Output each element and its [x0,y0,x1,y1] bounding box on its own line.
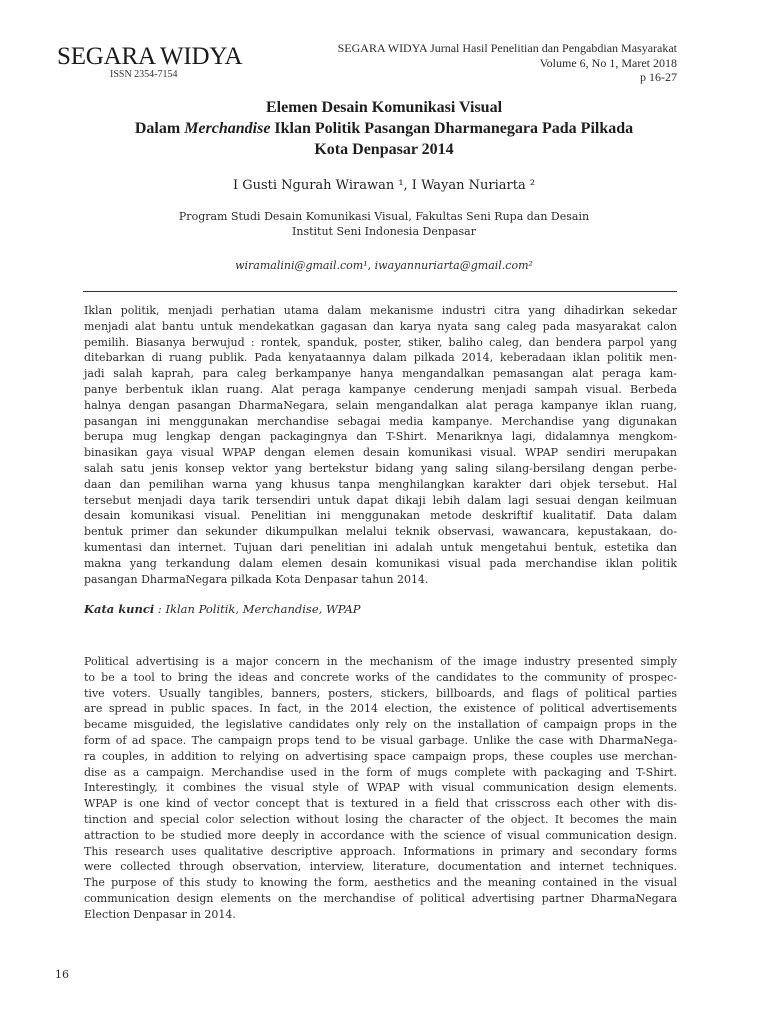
text-line: WPAP is one kind of vector concept that is textured in a field that crisscross each other with dis- [84,797,677,811]
text-line: became misguided, the legislative candidates only rely on the installation of campaign props in the [84,718,677,732]
page-number: 16 [55,968,69,981]
text-line: were collected through observation, interview, literature, documentation and internet techniques. [84,860,677,874]
article-title [60,97,708,160]
journal-pages: p 16-27 [640,70,677,84]
text-line: dise as a campaign. Merchandise used in the form of mugs complete with packaging and T-Shirt. [84,765,677,779]
journal-logo [57,43,242,71]
text-line: ditebarkan di ruang publik. Pada kenyataannya dalam pilkada 2014, keberadaan iklan politik men- [84,351,677,365]
journal-volume: Volume 6, No 1, Maret 2018 [539,55,677,70]
text-line: are spread in public spaces. In fact, in the 2014 election, the existence of political advertisements [84,702,677,716]
text-line: pasangan ini menggunakan merchandise sebagai media kampanye. Merchandise yang digunakan [84,414,677,428]
text-line: jadi salah kaprah, para caleg berkampanye hanya mengandalkan pemasangan alat peraga kam- [84,367,677,381]
text-line: salah satu jenis konsep vektor yang bertekstur bidang yang saling silang-bersilang dengan perbe- [84,461,677,475]
text-line: communication design elements on the merchandise of political advertising partner DharmaNegara [84,891,677,905]
keywords-value: Iklan Politik, Merchandise, WPAP [165,602,361,616]
keywords-separator: : [154,602,166,616]
text-line: form of ad space. The campaign props tend to be visual garbage. Unlike the case with DharmaNega- [84,733,677,747]
text-line: tersebut menjadi daya tarik tersendiri untuk dapat dikaji lebih dalam lagi sesuai dengan keilmuan [84,493,677,507]
text-line: ra couples, in addition to relying on advertising space campaign props, these couples use merchan- [84,749,677,763]
abstract-indonesian [84,303,677,587]
text-line: desain komunikasi visual. Penelitian ini menggunakan metode deskriftif kualitatif. Data dalam [84,509,677,523]
issn-label: ISSN 2354-7154 [110,69,178,80]
journal-name: SEGARA WIDYA Jurnal Hasil Penelitian dan Pengabdian Masyarakat [337,41,677,55]
text-line: pasangan DharmaNegara pilkada Kota Denpasar tahun 2014. [84,572,429,586]
text-line: tinction and special color selection without losing the character of the object. It becomes the main [84,812,677,826]
title-line-2-italic: Merchandise [184,120,271,137]
logo-text: SEGARA WIDYA [57,43,243,70]
divider [83,291,677,292]
affiliation [60,209,708,239]
text-line: makna yang terkandung dalam elemen desain komunikasi visual pada merchandise iklan politik [84,556,677,570]
title-line-2 [60,118,708,139]
text-line: bentuk primer dan sekunder dikumpulkan melalui teknik observasi, wawancara, kepustakaan, do- [84,525,677,539]
text-line: halnya dengan pasangan DharmaNegara, selain mengandalkan alat peraga kampanye iklan ruang, [84,398,677,412]
text-line: menjadi alat bantu untuk mendekatkan gagasan dan karya nyata sang caleg pada masyarakat calon [84,319,677,333]
text-line: This research uses qualitative descriptive approach. Informations in primary and secondary forms [84,844,677,858]
abstract-english [84,654,677,923]
text-line: Interestingly, it combines the visual style of WPAP with visual communication design elements. [84,781,677,795]
title-line-1: Elemen Desain Komunikasi Visual [265,99,503,116]
keywords [84,602,361,616]
text-line: kumentasi dan internet. Tujuan dari penelitian ini adalah untuk mengetahui bentuk, estetika dan [84,540,677,554]
authors: I Gusti Ngurah Wirawan ¹, I Wayan Nuriarta ² [232,178,536,193]
text-line: Political advertising is a major concern in the mechanism of the image industry presented simply [84,655,677,668]
affiliation-line-2: Institut Seni Indonesia Denpasar [292,225,476,238]
title-line-3: Kota Denpasar 2014 [314,141,454,158]
affiliation-line-1: Program Studi Desain Komunikasi Visual, Fakultas Seni Rupa dan Desain [178,210,590,223]
text-line: binasikan gaya visual WPAP dengan elemen desain komunikasi visual. WPAP sendiri merupakan [84,446,677,460]
text-line: The purpose of this study to knowing the form, aesthetics and the meaning contained in the visual [84,876,677,890]
text-line: Election Denpasar in 2014. [84,907,236,921]
title-line-2-post: Iklan Politik Pasangan Dharmanegara Pada Pilkada [270,120,634,137]
text-line: Iklan politik, menjadi perhatian utama dalam mekanisme industri citra yang dihadirkan sekedar [84,304,677,317]
text-line: tive voters. Usually tangibles, banners, posters, stickers, billboards, and flags of political parties [84,686,677,700]
text-line: pemilih. Biasanya berwujud : rontek, spanduk, poster, stiker, baliho caleg, dan bendera parpol yang [84,335,677,349]
author-emails: wiramalini@gmail.com¹, iwayannuriarta@gmail.com² [235,259,533,272]
text-line: daan dan pemilihan warna yang khusus tanpa menghilangkan karakter dari objek tersebut. Hal [84,477,677,491]
text-line: attraction to be studied more deeply in accordance with the science of visual communication design. [84,828,677,842]
journal-info [338,41,677,85]
title-line-2-pre: Dalam [134,120,185,137]
keywords-label: Kata kunci [84,602,155,616]
text-line: berupa mug lengkap dengan packagingnya dan T-Shirt. Menariknya lagi, didalamnya mengkom- [84,430,677,444]
text-line: panye berbentuk iklan ruang. Alat peraga kampanye cenderung menjadi sampah visual. Berbeda [84,382,677,396]
text-line: to be a tool to bring the ideas and concrete works of the candidates to the community of prospec- [84,670,677,684]
